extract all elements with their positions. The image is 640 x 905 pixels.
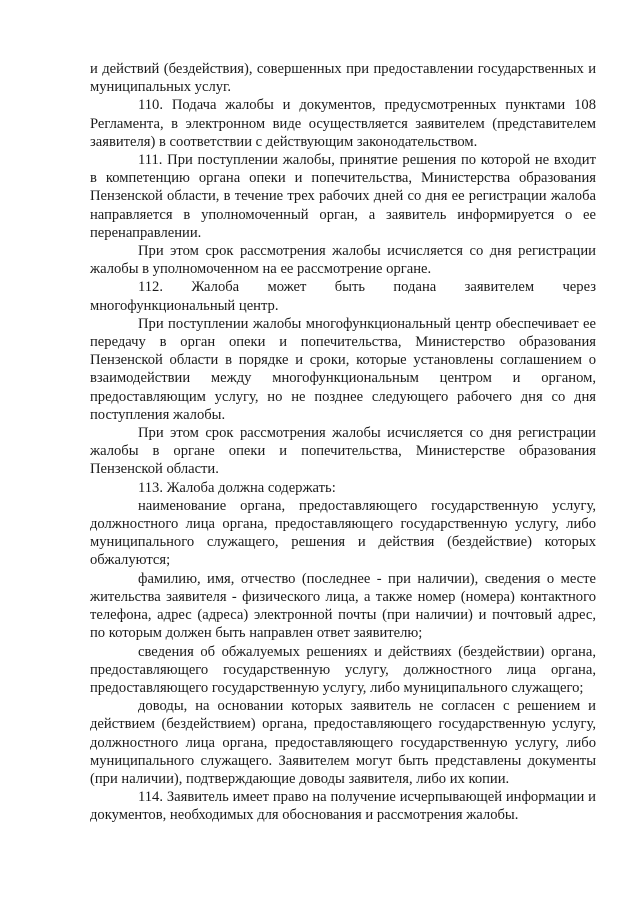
paragraph-110: 110. Подача жалобы и документов, предусмотренных пунктами 108 Регламента, в электронном виде осуществляется заявителем (представителем заявителя) в соответствии с действующим законодательством. (90, 97, 596, 150)
paragraph-113-item-decisions: сведения об обжалуемых решениях и действиях (бездействии) органа, предоставляющего государственную услугу, должностного лица органа, предоставляющего государственную услугу, либо муниципального служащего; (90, 643, 596, 696)
paragraph-113-item-arguments: доводы, на основании которых заявитель не согласен с решением и действием (бездействием) органа, предоставляющего государственную услугу, должностного лица органа, предоставляющего государственную услугу, либо муниципального служащего. Заявителем могут быть представлены документы (при наличии), подтверждающие доводы заявителя, либо их копии. (90, 698, 596, 787)
paragraph-113: 113. Жалоба должна содержать: (138, 479, 336, 496)
paragraph-111-term: При этом срок рассмотрения жалобы исчисляется со дня регистрации жалобы в уполномоченном на ее рассмотрение органе. (90, 243, 596, 278)
paragraph-113-item-applicant: фамилию, имя, отчество (последнее - при наличии), сведения о месте жительства заявителя - физического лица, а также номер (номера) контактного телефона, адрес (адреса) электронной почты (при наличии) и почтовый адрес, по которым должен быть направлен ответ заявителю; (90, 570, 596, 642)
paragraph-113-item-name: наименование органа, предоставляющего государственную услугу, должностного лица органа, предоставляющего государственную услугу, либо муниципального служащего, решения и действия (бездействие) которых обжалуются; (90, 497, 596, 569)
paragraph-112-transfer: При поступлении жалобы многофункциональный центр обеспечивает ее передачу в орган опеки и попечительства, Министерство образования Пензенской области в порядке и сроки, которые установлены соглашением о взаимодействии между многофункциональным центром и органом, предоставляющим услугу, но не позднее следующего рабочего дня со дня поступления жалобы. (90, 315, 596, 423)
paragraph-114: 114. Заявитель имеет право на получение исчерпывающей информации и документов, необходимых для обоснования и рассмотрения жалобы. (90, 789, 596, 824)
paragraph-112: 112. Жалоба может быть подана заявителем через многофункциональный центр. (90, 279, 596, 314)
paragraph-112-term: При этом срок рассмотрения жалобы исчисляется со дня регистрации жалобы в органе опеки и попечительства, Министерстве образования Пензенской области. (90, 425, 596, 478)
paragraph-continuation: и действий (бездействия), совершенных при предоставлении государственных и муниципальных услуг. (90, 61, 596, 96)
paragraph-111: 111. При поступлении жалобы, принятие решения по которой не входит в компетенцию органа опеки и попечительства, Министерства образования Пензенской области, в течение трех рабочих дней со дня ее регистрации жалоба направляется в уполномоченный орган, а заявитель информируется о ее перенаправлении. (90, 152, 596, 241)
document-page (90, 60, 596, 825)
